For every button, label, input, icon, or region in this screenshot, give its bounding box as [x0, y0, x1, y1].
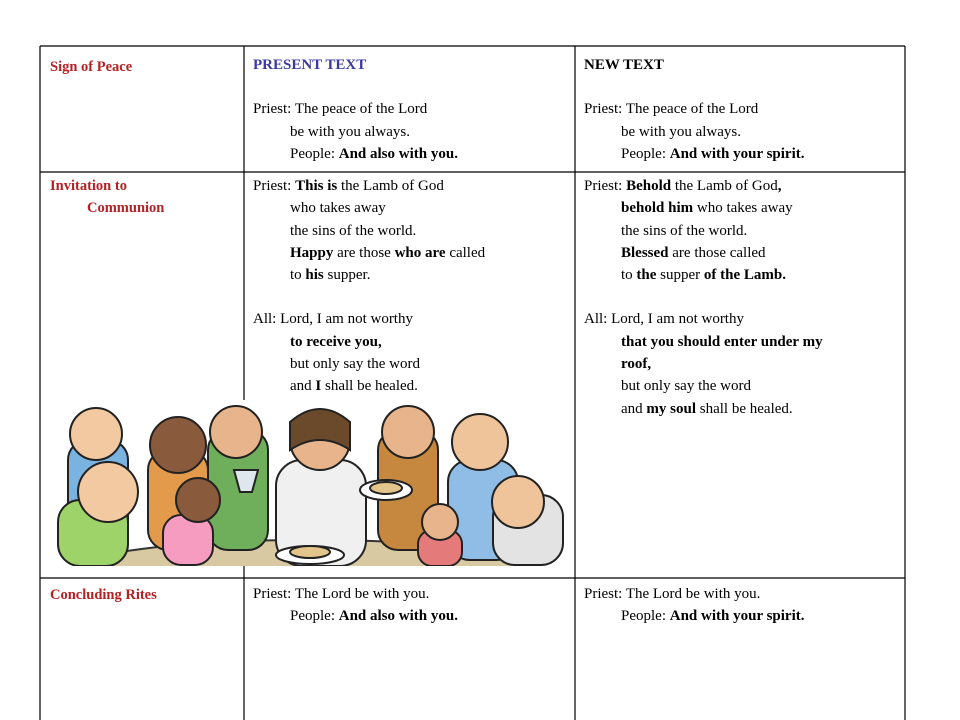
present-text-sign-of-peace: [253, 54, 571, 165]
line-gap: [584, 286, 902, 308]
text-line: [584, 264, 902, 286]
text-run: Priest:: [584, 178, 627, 194]
new-lines: [584, 98, 902, 165]
text-run: People:: [621, 145, 670, 162]
text-run: And also with you.: [338, 145, 458, 162]
text-run: his: [305, 267, 324, 284]
text-line: [253, 331, 571, 353]
text-line: [253, 98, 571, 120]
text-line: [584, 175, 902, 197]
text-run: the sins of the world.: [290, 222, 417, 239]
text-run: and: [290, 378, 316, 395]
text-run: This is: [295, 178, 338, 194]
text-line: [584, 398, 902, 420]
new-text-concluding: [584, 583, 902, 628]
text-run: to: [290, 267, 306, 284]
label-line: Invitation to: [50, 178, 127, 194]
text-run: of the Lamb.: [703, 267, 787, 284]
text-run: People:: [621, 608, 670, 625]
text-run: be with you always.: [621, 123, 741, 140]
text-run: supper.: [323, 267, 371, 284]
text-run: but only say the word: [290, 356, 420, 373]
text-run: And with your spirit.: [669, 608, 805, 625]
text-run: Priest:: [253, 178, 296, 194]
text-line: [253, 583, 571, 605]
text-run: be with you always.: [290, 123, 410, 140]
text-run: People:: [290, 608, 339, 625]
text-line: [253, 605, 571, 627]
row-label-concluding-rites: Concluding Rites: [50, 587, 157, 603]
text-run: Priest: The Lord be with you.: [253, 586, 430, 602]
text-line: [253, 375, 571, 397]
text-run: and: [621, 400, 647, 417]
present-lines: [253, 98, 571, 165]
text-line: [584, 308, 902, 330]
text-run: called: [445, 244, 486, 261]
text-run: the Lamb of God: [671, 178, 778, 194]
new-text-sign-of-peace: [584, 54, 902, 165]
text-run: the Lamb of God: [337, 178, 444, 194]
present-text-concluding: [253, 583, 571, 628]
text-run: the sins of the world.: [621, 222, 748, 239]
text-line: [584, 143, 902, 165]
text-line: [584, 583, 902, 605]
text-run: that you should enter under my: [621, 333, 823, 350]
label-line: Communion: [87, 200, 165, 217]
row-label-invitation-to-communion: [50, 175, 164, 220]
text-run: Behold: [626, 178, 672, 194]
text-line: [584, 197, 902, 219]
text-run: Blessed: [621, 244, 669, 261]
text-run: supper: [656, 267, 704, 284]
text-run: All: Lord, I am not worthy: [584, 311, 744, 328]
text-run: Priest: The peace of the Lord: [584, 101, 759, 118]
text-run: behold him: [621, 200, 694, 217]
text-run: All: Lord, I am not worthy: [253, 311, 413, 328]
new-text-header: NEW TEXT: [584, 57, 664, 73]
new-lines: [584, 175, 902, 420]
last-supper-illustration: [48, 400, 572, 566]
text-run: ,: [777, 178, 782, 194]
text-line: [253, 143, 571, 165]
text-line: [584, 220, 902, 242]
text-line: [253, 175, 571, 197]
new-text-invitation: [584, 175, 902, 420]
text-line: [584, 331, 902, 353]
text-run: are those: [333, 244, 395, 261]
text-run: are those called: [668, 244, 766, 261]
text-run: who takes away: [290, 200, 386, 217]
text-run: to: [621, 267, 637, 284]
line-gap: [253, 286, 571, 308]
text-run: And with your spirit.: [669, 145, 805, 162]
text-line: [253, 242, 571, 264]
text-run: And also with you.: [338, 608, 458, 625]
text-line: [584, 98, 902, 120]
text-run: the: [636, 267, 657, 284]
text-run: shall be healed.: [321, 378, 418, 395]
text-run: Priest: The peace of the Lord: [253, 101, 428, 118]
text-run: roof,: [621, 356, 652, 373]
text-run: my soul: [646, 400, 697, 417]
text-line: [584, 375, 902, 397]
text-run: who takes away: [693, 200, 793, 217]
present-lines: [253, 583, 571, 628]
text-run: but only say the word: [621, 378, 751, 395]
text-run: Priest: The Lord be with you.: [584, 586, 761, 602]
text-line: [253, 353, 571, 375]
text-line: [253, 264, 571, 286]
illustration-drawing: [48, 400, 572, 566]
row-label-sign-of-peace: Sign of Peace: [50, 59, 133, 75]
text-line: [253, 308, 571, 330]
text-run: I: [315, 378, 322, 395]
present-lines: [253, 175, 571, 398]
present-text-header: PRESENT TEXT: [253, 57, 367, 73]
text-run: shall be healed.: [696, 400, 793, 417]
new-lines: [584, 583, 902, 628]
text-line: [584, 121, 902, 143]
text-line: [584, 242, 902, 264]
text-line: [584, 605, 902, 627]
text-run: People:: [290, 145, 339, 162]
text-line: [584, 353, 902, 375]
text-line: [253, 220, 571, 242]
text-run: to receive you,: [290, 333, 382, 350]
text-line: [253, 121, 571, 143]
text-line: [253, 197, 571, 219]
text-run: Happy: [290, 244, 334, 261]
present-text-invitation: [253, 175, 571, 398]
text-run: who are: [394, 244, 446, 261]
